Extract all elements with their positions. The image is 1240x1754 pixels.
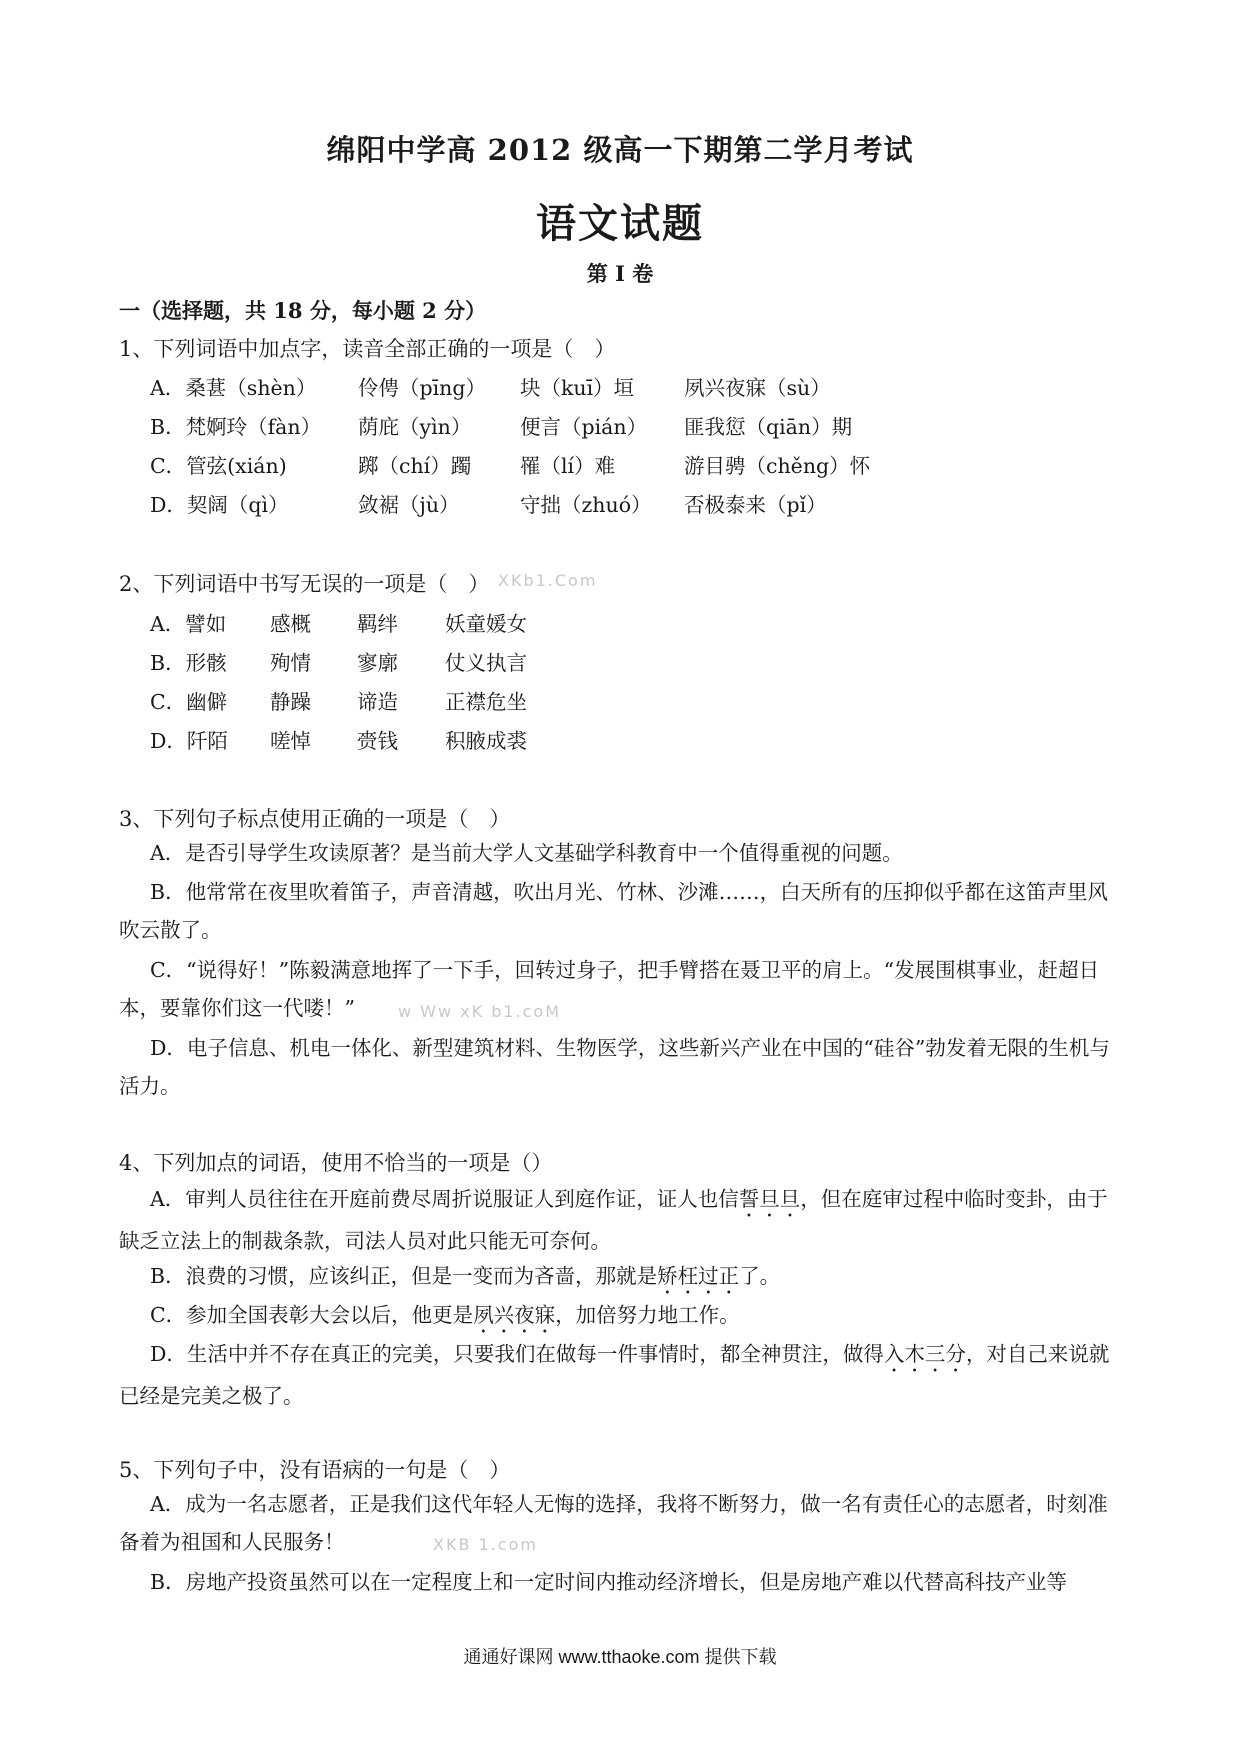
q2-d-1: D．阡陌	[150, 729, 228, 753]
q1-b-3: 便言（pián）	[520, 415, 648, 439]
q4-option-b: B．浪费的习惯，应该纠正，但是一变而为吝啬，那就是矫枉过正了。	[150, 1264, 781, 1288]
q1-b-4: 匪我愆（qiān）期	[684, 415, 853, 439]
q1-a-1: A．桑葚（shèn）	[150, 376, 317, 400]
volume-label: 第 I 卷	[586, 261, 654, 286]
q2-c-3: 谛造	[357, 690, 398, 714]
q1-c-2: 踯（chí）躅	[358, 454, 472, 478]
q3-option-d: D．电子信息、机电一体化、新型建筑材料、生物医学，这些新兴产业在中国的“硅谷”勃发着无限的生机与活力。	[119, 1036, 1110, 1098]
q2-c-4: 正襟危坐	[445, 690, 527, 714]
q2-b-1: B．形骸	[150, 651, 227, 675]
q5-watermark: XKB 1.com	[433, 1535, 538, 1554]
q2-a-1: A．譬如	[150, 612, 227, 636]
section-heading: 一（选择题，共 18 分，每小题 2 分）	[119, 298, 487, 323]
q1-c-1: C．管弦(xián)	[150, 454, 287, 478]
q1-a-3: 块（kuī）垣	[520, 376, 635, 400]
q1-stem: 1、下列词语中加点字，读音全部正确的一项是（ ）	[119, 337, 616, 361]
q3-option-b: B．他常常在夜里吹着笛子，声音清越，吹出月光、竹林、沙滩……，白天所有的压抑似乎都在这笛声里风吹云散了。	[119, 880, 1109, 942]
q2-stem: 2、下列词语中书写无误的一项是（ ）	[119, 572, 490, 596]
q2-c-1: C．幽僻	[150, 690, 228, 714]
q4-a-dotted-term: 誓旦旦	[738, 1187, 801, 1211]
q2-b-2: 殉情	[270, 651, 311, 675]
q2-b-3: 寥廓	[357, 651, 398, 675]
q4-c-dotted-term: 夙兴夜寐	[473, 1303, 556, 1327]
page-footer: 通通好课网 www.tthaoke.com 提供下载	[463, 1647, 777, 1667]
q5-option-a: A．成为一名志愿者，正是我们这代年轻人无悔的选择，我将不断努力，做一名有责任心的志愿者，时刻准备着为祖国和人民服务！	[119, 1492, 1108, 1554]
exam-title: 绵阳中学高 2012 级高一下期第二学月考试	[326, 133, 914, 167]
q1-b-2: 荫庇（yìn）	[358, 415, 472, 439]
q5-option-b: B．房地产投资虽然可以在一定程度上和一定时间内推动经济增长，但是房地产难以代替高科技产业等	[150, 1570, 1068, 1594]
q2-d-2: 嗟悼	[270, 729, 311, 753]
q4-d-dotted-term: 入木三分	[883, 1342, 966, 1366]
q1-d-4: 否极泰来（pǐ）	[684, 493, 827, 517]
q4-stem: 4、下列加点的词语，使用不恰当的一项是（）	[119, 1151, 553, 1175]
q4-option-c: C．参加全国表彰大会以后，他更是夙兴夜寐，加倍努力地工作。	[150, 1303, 740, 1327]
q1-b-1: B．梵婀玲（fàn）	[150, 415, 322, 439]
q3-watermark: w Ww xK b1.coM	[398, 1002, 562, 1021]
q1-a-4: 夙兴夜寐（sù）	[684, 376, 831, 400]
subject-title: 语文试题	[536, 200, 704, 247]
q2-a-4: 妖童媛女	[445, 612, 527, 636]
q1-d-3: 守拙（zhuó）	[520, 493, 652, 517]
q3-stem: 3、下列句子标点使用正确的一项是（ ）	[119, 807, 511, 831]
q1-c-3: 罹（lí）难	[520, 454, 616, 478]
q1-c-4: 游目骋（chěng）怀	[684, 454, 871, 478]
q4-option-d: D．生活中并不存在真正的完美，只要我们在做每一件事情时，都全神贯注，做得入木三分，对自己来说就已经是完美之极了。	[119, 1342, 1110, 1408]
q5-stem: 5、下列句子中，没有语病的一句是（ ）	[119, 1458, 511, 1482]
q1-d-2: 敛裾（jù）	[358, 493, 460, 517]
q2-a-2: 感概	[270, 612, 311, 636]
q3-option-c: C．“说得好！”陈毅满意地挥了一下手，回转过身子，把手臂搭在聂卫平的肩上。“发展围棋事业，赶超日本，要靠你们这一代喽！”	[119, 958, 1100, 1020]
q4-option-a: A．审判人员往往在开庭前费尽周折说服证人到庭作证，证人也信誓旦旦，但在庭审过程中临时变卦，由于缺乏立法上的制裁条款，司法人员对此只能无可奈何。	[119, 1187, 1108, 1253]
q2-c-2: 静躁	[270, 690, 311, 714]
q3-option-a: A．是否引导学生攻读原著？是当前大学人文基础学科教育中一个值得重视的问题。	[150, 841, 903, 865]
q1-d-1: D．契阔（qì）	[150, 493, 289, 517]
q4-b-dotted-term: 矫枉过正	[657, 1264, 740, 1288]
q2-d-4: 积腋成裘	[445, 729, 527, 753]
q2-d-3: 赍钱	[357, 729, 398, 753]
q2-b-4: 仗义执言	[445, 651, 527, 675]
q2-watermark: XKb1.Com	[498, 571, 598, 590]
q2-a-3: 羁绊	[357, 612, 398, 636]
q1-a-2: 伶俜（pīng）	[358, 376, 487, 400]
